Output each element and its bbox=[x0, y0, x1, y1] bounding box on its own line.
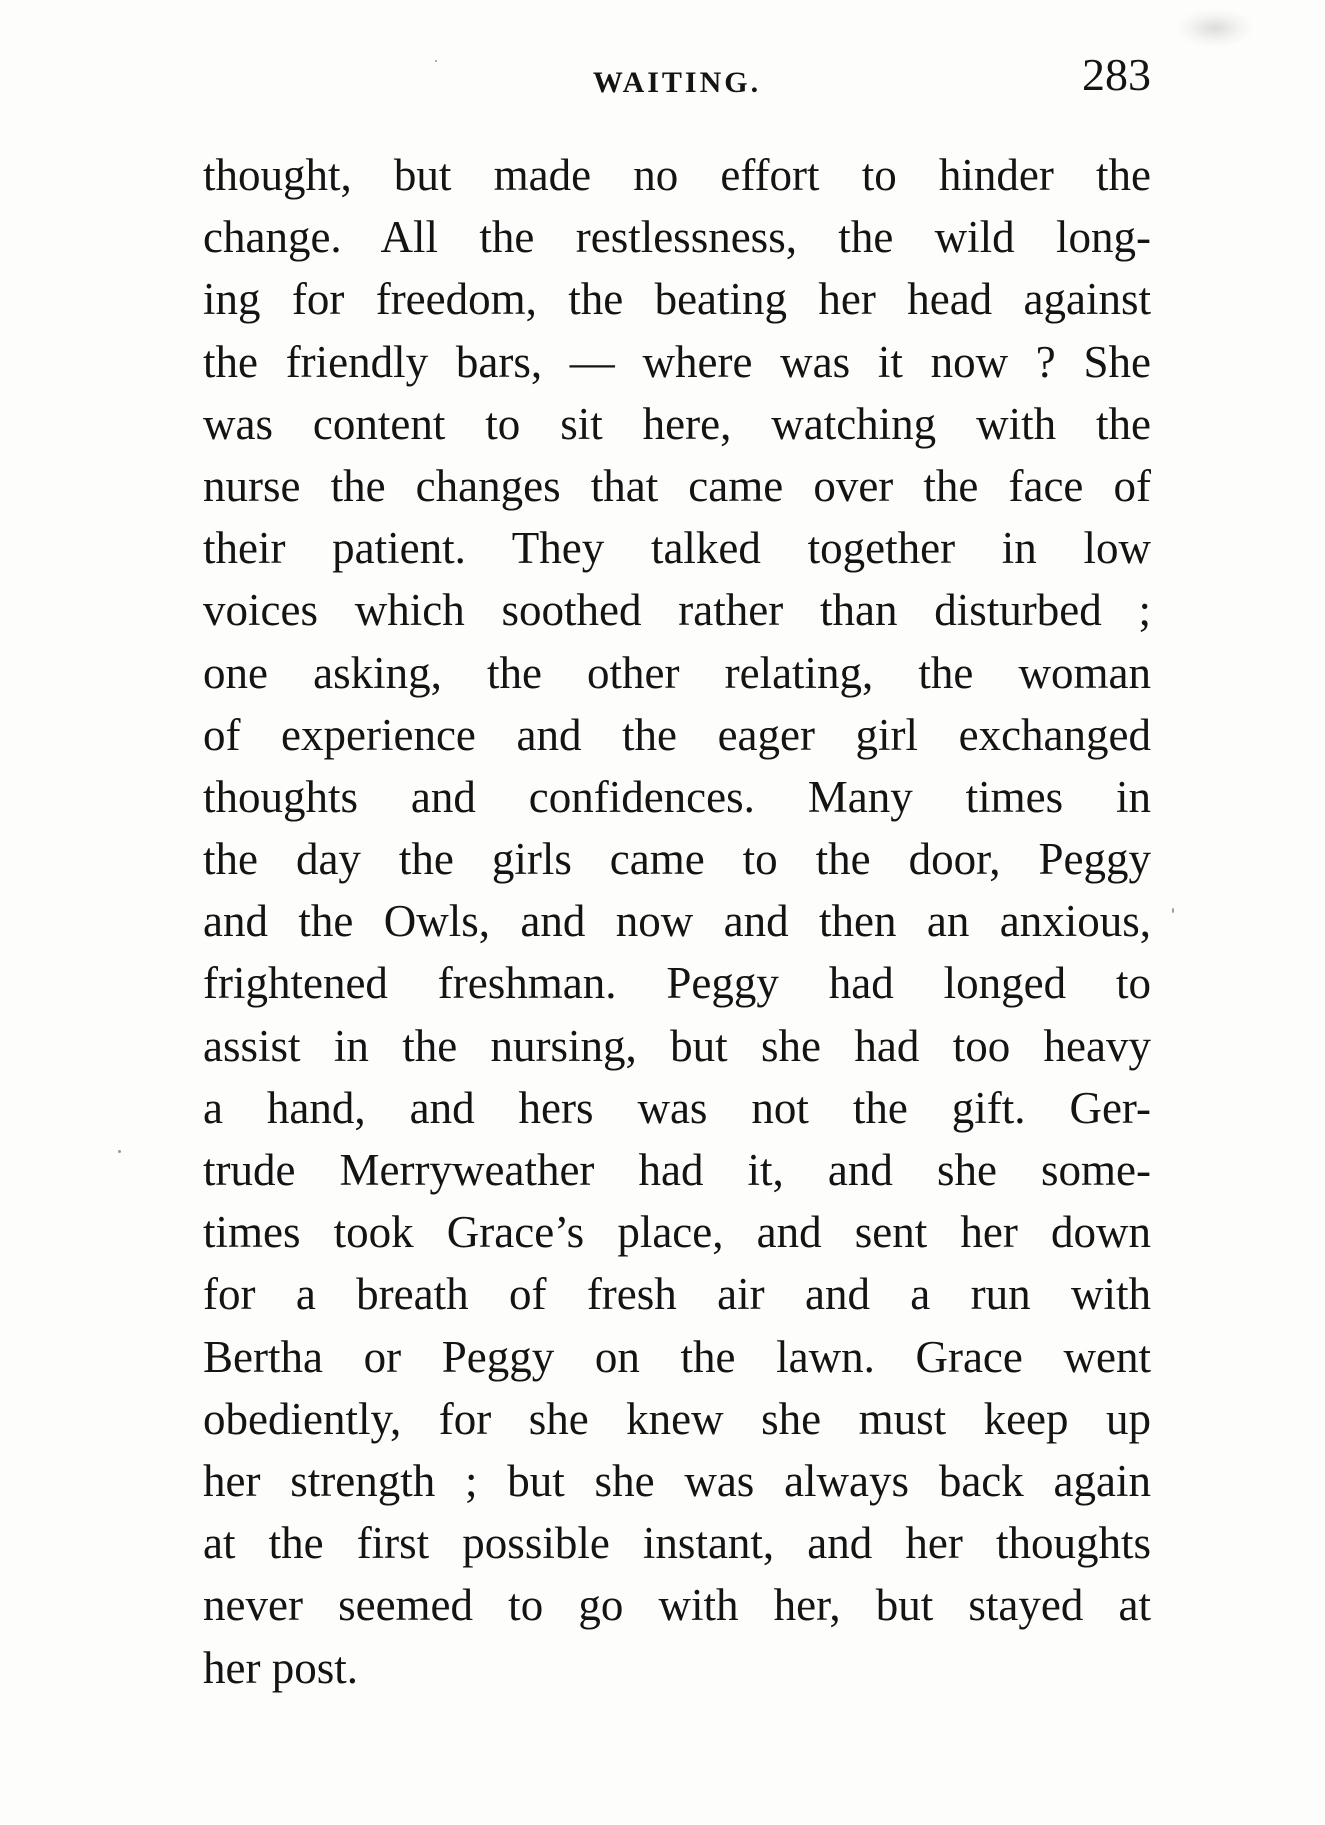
text-line: voices which soothed rather than disturbed ; bbox=[203, 585, 1151, 636]
text-line: their patient. They talked together in low bbox=[203, 523, 1151, 574]
paper-smudge bbox=[1175, 8, 1255, 48]
running-title: WAITING. bbox=[592, 66, 762, 99]
text-line: thoughts and confidences. Many times in bbox=[203, 771, 1151, 822]
text-line: trude Merryweather had it, and she some- bbox=[203, 1145, 1151, 1195]
text-line: at the first possible instant, and her thoughts bbox=[203, 1518, 1151, 1569]
text-line: frightened freshman. Peggy had longed to bbox=[203, 958, 1151, 1009]
text-line: a hand, and hers was not the gift. Ger- bbox=[203, 1082, 1151, 1133]
text-line: assist in the nursing, but she had too heavy bbox=[203, 1020, 1151, 1071]
text-line: and the Owls, and now and then an anxious, bbox=[203, 896, 1151, 947]
text-line: one asking, the other relating, the woman bbox=[203, 647, 1151, 698]
page-number: 283 bbox=[1082, 49, 1151, 100]
text-line: thought, but made no effort to hinder the bbox=[203, 150, 1151, 200]
paper-speck bbox=[118, 1150, 121, 1153]
body-text bbox=[203, 144, 1151, 1699]
text-line: her strength ; but she was always back again bbox=[203, 1455, 1151, 1506]
running-head bbox=[203, 49, 1151, 108]
text-line: never seemed to go with her, but stayed at bbox=[203, 1580, 1151, 1631]
text-line: nurse the changes that came over the face of bbox=[203, 460, 1151, 511]
text-line: the day the girls came to the door, Peggy bbox=[203, 834, 1151, 885]
text-line: of experience and the eager girl exchanged bbox=[203, 709, 1151, 760]
text-line: the friendly bars, — where was it now ? She bbox=[203, 336, 1151, 387]
text-line: ing for freedom, the beating her head against bbox=[203, 274, 1151, 325]
text-line: obediently, for she knew she must keep up bbox=[203, 1393, 1151, 1444]
text-line: her post. bbox=[203, 1642, 358, 1693]
text-line: was content to sit here, watching with the bbox=[203, 398, 1151, 449]
text-line: change. All the restlessness, the wild long- bbox=[203, 212, 1151, 263]
text-line: for a breath of fresh air and a run with bbox=[203, 1269, 1151, 1320]
text-line: Bertha or Peggy on the lawn. Grace went bbox=[203, 1331, 1151, 1382]
paper-speck bbox=[1172, 908, 1174, 913]
text-line: times took Grace’s place, and sent her down bbox=[203, 1207, 1151, 1258]
